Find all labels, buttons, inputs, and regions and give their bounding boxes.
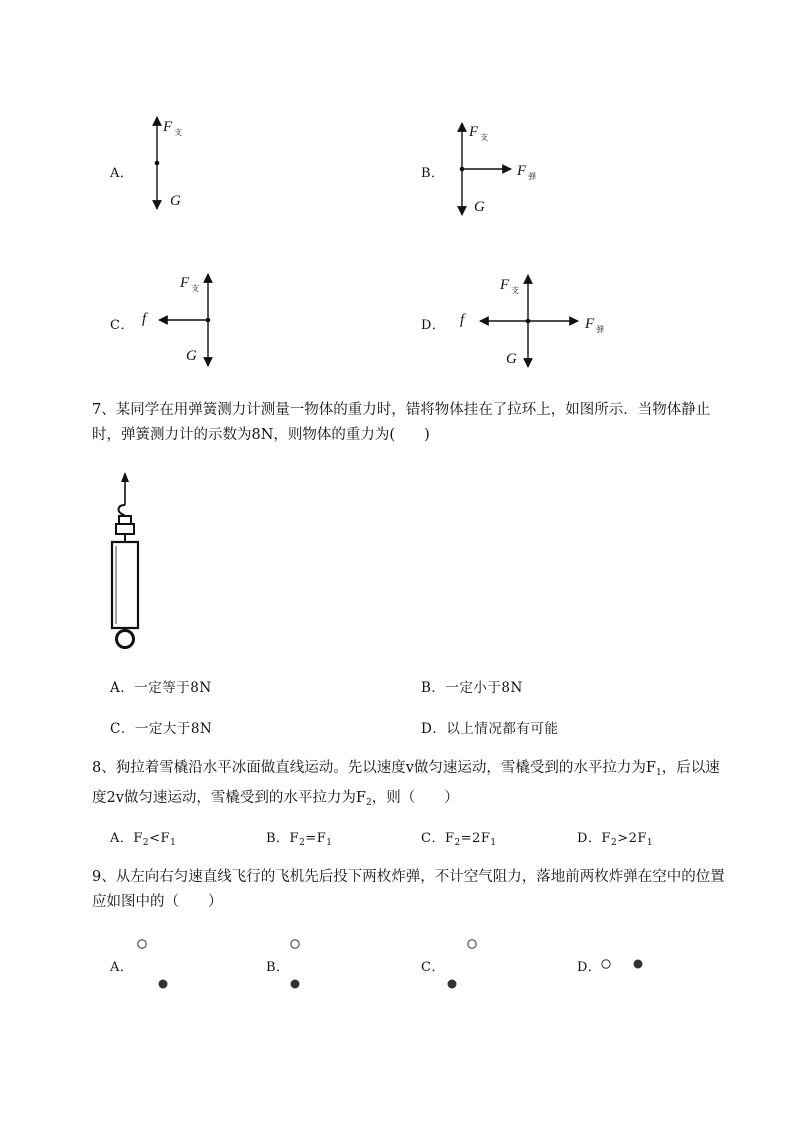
q8-text-line1: 8、狗拉着雪橇沿水平冰面做直线运动。先以速度v做匀速运动，雪橇受到的水平拉力为$F_1$，后以速: [92, 760, 720, 778]
q8-option-b[interactable]: B．$F_2=F_1$: [266, 831, 333, 848]
q7-option-a[interactable]: A．一定等于8N: [110, 680, 212, 696]
q6-d-spring-label: F $_弹$: [585, 316, 605, 334]
bomb-first-hollow: [602, 960, 610, 968]
q7-option-d[interactable]: D．以上情况都有可能: [421, 721, 559, 737]
bomb-second-solid: [634, 960, 643, 969]
q6-option-d-label[interactable]: D．: [421, 318, 446, 333]
bomb-first-hollow: [468, 940, 476, 948]
q9-text-line2: 应如图中的（ ）: [92, 894, 223, 910]
q6-d-gravity-label: G: [506, 351, 517, 367]
q9-option-c[interactable]: C．: [421, 960, 445, 975]
bomb-second-solid: [159, 980, 168, 989]
bomb-second-solid: [448, 980, 457, 989]
q6-a-support-label: F $_支$: [163, 119, 183, 137]
q6-a-gravity-label: G: [170, 193, 181, 209]
q7-option-b[interactable]: B．一定小于8N: [421, 680, 523, 696]
q7-text-line1: 7、某同学在用弹簧测力计测量一物体的重力时，错将物体挂在了拉环上，如图所示．当物体静止: [92, 402, 711, 418]
q6-option-c-label[interactable]: C．: [110, 318, 134, 333]
q9-option-b[interactable]: B．: [266, 960, 290, 975]
q9-option-d[interactable]: D．: [577, 960, 602, 975]
q6-c-support-label: F $_支$: [180, 275, 200, 293]
q8-option-a[interactable]: A．$F_2<F_1$: [110, 831, 177, 848]
q9-option-a[interactable]: A．: [110, 960, 134, 975]
q7-text-line2: 时，弹簧测力计的示数为8N，则物体的重力为( ): [92, 427, 430, 443]
q8-option-d[interactable]: D．$F_2>2F_1$: [577, 831, 654, 848]
q6-option-a-label[interactable]: A．: [110, 166, 134, 181]
q6-c-gravity-label: G: [186, 348, 197, 364]
q6-b-gravity-label: G: [474, 199, 485, 215]
bomb-first-hollow: [291, 940, 299, 948]
q6-b-support-label: F $_支$: [469, 124, 489, 142]
q6-option-b-label[interactable]: B．: [421, 166, 445, 181]
q8-option-c[interactable]: C．$F_2=2F_1$: [421, 831, 497, 848]
q9-text-line1: 9、从左向右匀速直线飞行的飞机先后投下两枚炸弹，不计空气阻力，落地前两枚炸弹在空中的位置: [92, 869, 725, 885]
q8-text-line2: 度2v做匀速运动，雪橇受到的水平拉力为$F_2$，则（ ）: [92, 790, 459, 808]
q6-d-support-label: F $_支$: [500, 277, 520, 295]
bomb-first-hollow: [138, 940, 146, 948]
q6-d-friction-label: f: [460, 312, 465, 328]
bomb-second-solid: [291, 980, 300, 989]
q6-c-friction-label: f: [142, 311, 147, 327]
q6-b-spring-label: F $_弹$: [517, 163, 537, 181]
q7-option-c[interactable]: C．一定大于8N: [110, 721, 213, 737]
